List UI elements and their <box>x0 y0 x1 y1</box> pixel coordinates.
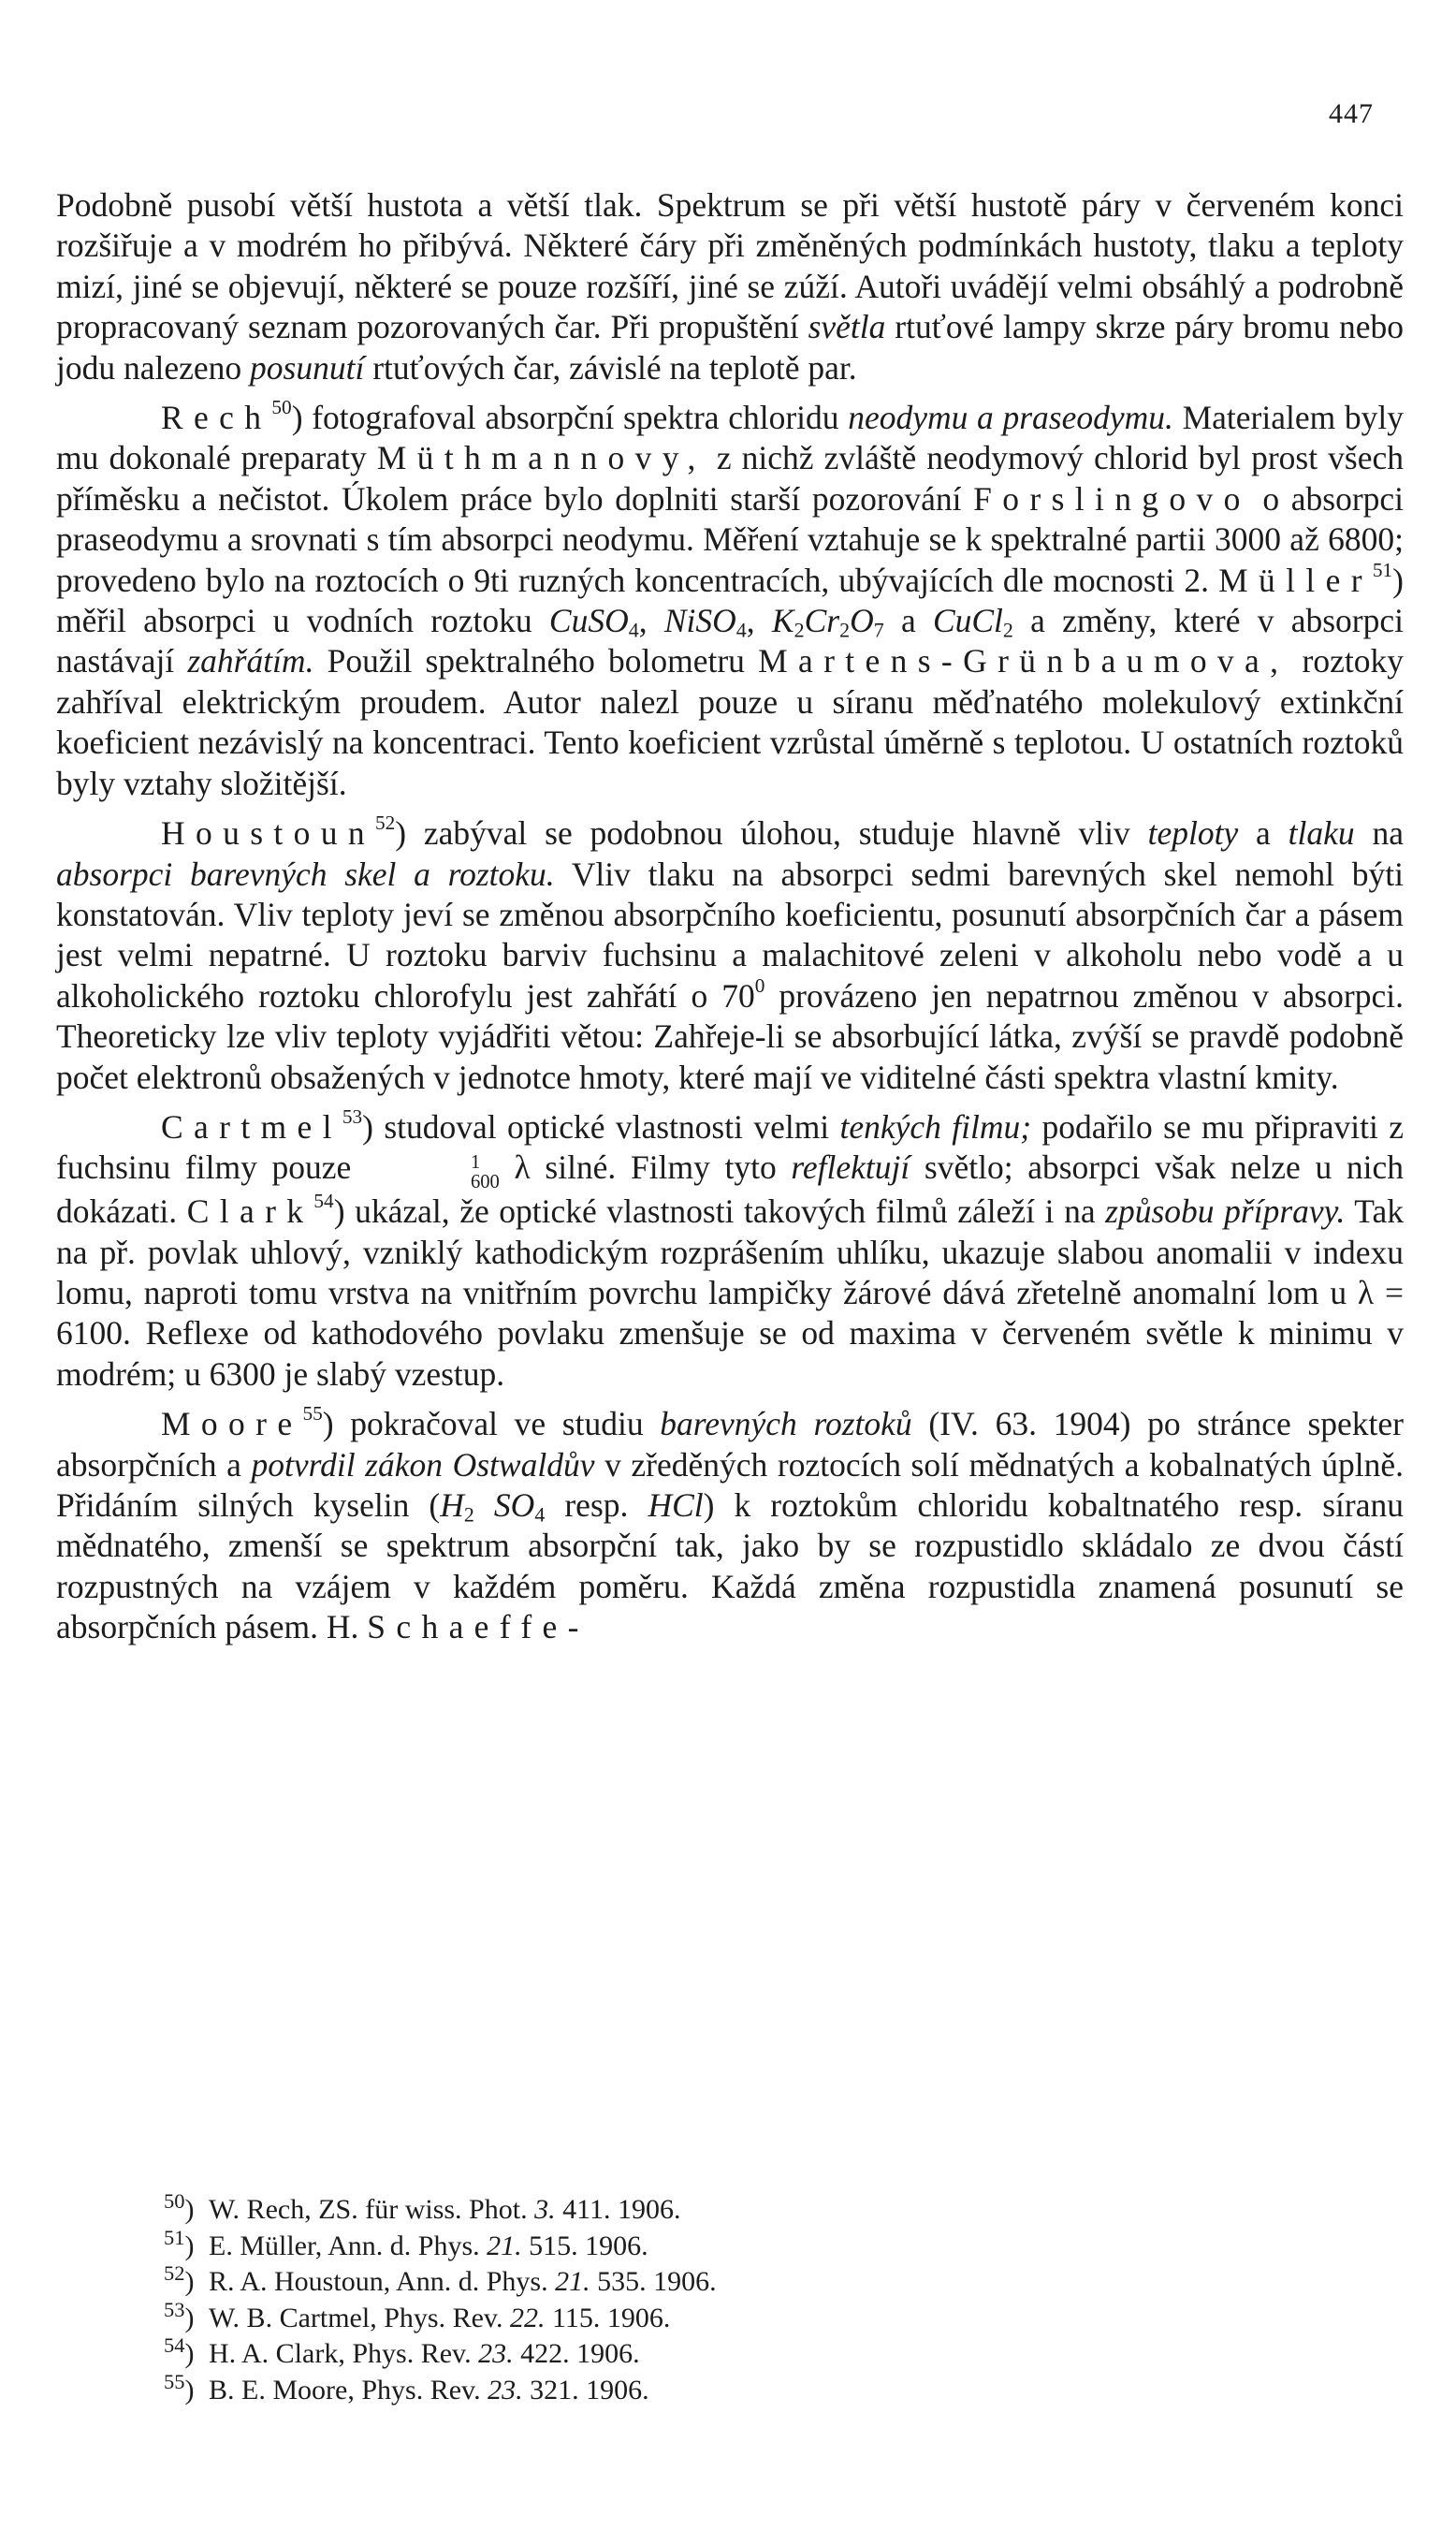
author-name: Houstoun <box>161 814 375 853</box>
author-name: Rech <box>161 399 272 437</box>
author-name: Müller <box>1218 561 1373 599</box>
footnotes <box>164 2188 1287 2408</box>
body-text <box>56 185 1404 1658</box>
footnote-ref: 51 <box>1372 558 1393 581</box>
paragraph: Rech$^{50}$) fotografoval absorpční spektra chloridu neodymu a praseodymu. Materialem byly mu dokonalé preparaty Müthmannovy, z nichž zvláště neodymový chlorid byl prost všech příměsku a nečistot. Úkolem práce bylo doplniti starší pozorování Forslingovo o absorpci praseodymu a srovnati s tím absorpci neodymu. Měření vztahuje se k spektralné partii 3000 až 6800; provedeno bylo na roztocích o 9ti ruzných koncentracích, ubývajících dle mocnosti 2. Müller$^{51}$) měřil absorpci u vodních roztoku CuSO$_4$, NiSO$_4$, $K_2Cr_2O_7$ a CuCl$_2$ a změny, které v absorpci nastávají zahřátím. Použil spektralného bolometru Martens-Grünbaumova, roztoky zahříval elektrickým proudem. Autor nalezl pouze u síranu měďnatého molekulový extinkční koeficient nezávislý na koncentraci. Tento koeficient vzrůstal úměrně s teplotou. U ostatních roztoků byly vztahy složitější. <box>56 396 1405 802</box>
footnote: $^{55}$) B. E. Moore, Phys. Rev. 23. 321. 1906. <box>164 2369 649 2406</box>
fraction: 1 600 <box>470 1152 500 1192</box>
author-name: Martens-Grünbaumova, <box>758 642 1289 680</box>
page-number: 447 <box>1329 98 1374 129</box>
author-name: Clark <box>186 1192 314 1231</box>
paragraph: Houstoun$^{52}$) zabýval se podobnou úlohou, studuje hlavně vliv teploty a tlaku na absorpci barevných skel a roztoku. Vliv tlaku na absorpci sedmi barevných skel nemohl býti konstatován. Vliv teploty jeví se změnou absorpčního koeficientu, posunutí absorpčních čar a pásem jest velmi nepatrné. U roztoku barviv fuchsinu a malachitové zeleni v alkoholu nebo vodě a u alkoholického roztoku chlorofylu jest zahřátí o $70^0$ provázeno jen nepatrnou změnou v absorpci. Theoreticky lze vliv teploty vyjádřiti větou: Zahřeje-li se absorbující látka, zvýší se pravdě podobně počet elektronů obsažených v jednotce hmoty, které mají ve viditelné části spektra vlastní kmity. <box>56 812 1404 1096</box>
paragraph: Moore$^{55}$) pokračoval ve studiu barevných roztoků (IV. 63. 1904) po stránce spekter absorpčních a potvrdil zákon Ostwaldův v zředěných roztocích solí mědnatých a kobalnatých úplně. Přidáním silných kyselin ($H_2$ $SO_4$ resp. HCl) k roztokům chloridu kobaltnatého resp. síranu mědnatého, zmenší se spektrum absorpční tak, jako by se rozpustidlo skládalo ze dvou částí rozpustných na vzájem v každém poměru. Každá změna rozpustidla znamená posunutí se absorpčních pásem. H. Schaeffe- <box>56 1402 1404 1646</box>
footnote-ref: 53 <box>342 1104 363 1128</box>
paragraph: Podobně pusobí větší hustota a větší tlak. Spektrum se při větší hustotě páry v červeném konci rozšiřuje a v modrém ho přibývá. Některé čáry při změněných podmínkách hustoty, tlaku a teploty mizí, jiné se objevují, některé se pouze rozšíří, jiné se zúží. Autoři uvádějí velmi obsáhlý a podrobně propracovaný seznam pozorovaných čar. Při propuštění světla rtuťové lampy skrze páry bromu nebo jodu nalezeno posunutí rtuťových čar, závislé na teplotě par. <box>56 186 1404 387</box>
formula: HCl <box>648 1486 704 1525</box>
author-name: Forslingovo <box>973 479 1251 518</box>
paragraph: Cartmel$^{53}$) studoval optické vlastnosti velmi tenkých filmu; podařilo se mu připraviti z fuchsinu filmy pouze 1 600 λ silné. Filmy tyto reflektují světlo; absorpci však nelze u nich dokázati. Clark$^{54}$) ukázal, že optické vlastnosti takových filmů záleží i na způsobu přípravy. Tak na př. povlak uhlový, vzniklý kathodickým rozprášením uhlíku, ukazuje slabou anomalii v indexu lomu, naproti tomu vrstva na vnitřním povrchu lampičky žárové dává zřetelně anomalní lom u λ = 6100. Reflexe od kathodového povlaku zmenšuje se od maxima v červeném světle k minimu v modrém; u 6300 je slabý vzestup. <box>56 1104 1405 1393</box>
footnote-ref: 52 <box>374 812 396 835</box>
footnote-ref: 54 <box>313 1190 334 1213</box>
author-name: Cartmel <box>161 1107 342 1146</box>
author-name: Müthmannovy, <box>376 439 706 477</box>
formula: CuSO <box>548 602 629 640</box>
footnote: $^{52}$) R. A. Houstoun, Ann. d. Phys. 21. 535. 1906. <box>164 2260 717 2297</box>
formula: H <box>440 1486 464 1525</box>
footnote: $^{53}$) W. B. Cartmel, Phys. Rev. 22. 115. 1906. <box>164 2297 671 2333</box>
footnote-ref: 55 <box>302 1402 323 1426</box>
formula: CuCl <box>932 602 1003 640</box>
footnote-ref: 50 <box>271 396 292 419</box>
footnote: $^{51}$) E. Müller, Ann. d. Phys. 21. 515. 1906. <box>164 2225 648 2261</box>
formula: K <box>771 602 794 640</box>
author-name: Schaeffe- <box>367 1608 590 1646</box>
footnote: $^{54}$) H. A. Clark, Phys. Rev. 23. 422. 1906. <box>164 2333 640 2369</box>
formula: NiSO <box>663 602 736 640</box>
footnote: $^{50}$) W. Rech, ZS. für wiss. Phot. 3. 411. 1906. <box>164 2188 681 2225</box>
author-name: Moore <box>161 1405 303 1443</box>
